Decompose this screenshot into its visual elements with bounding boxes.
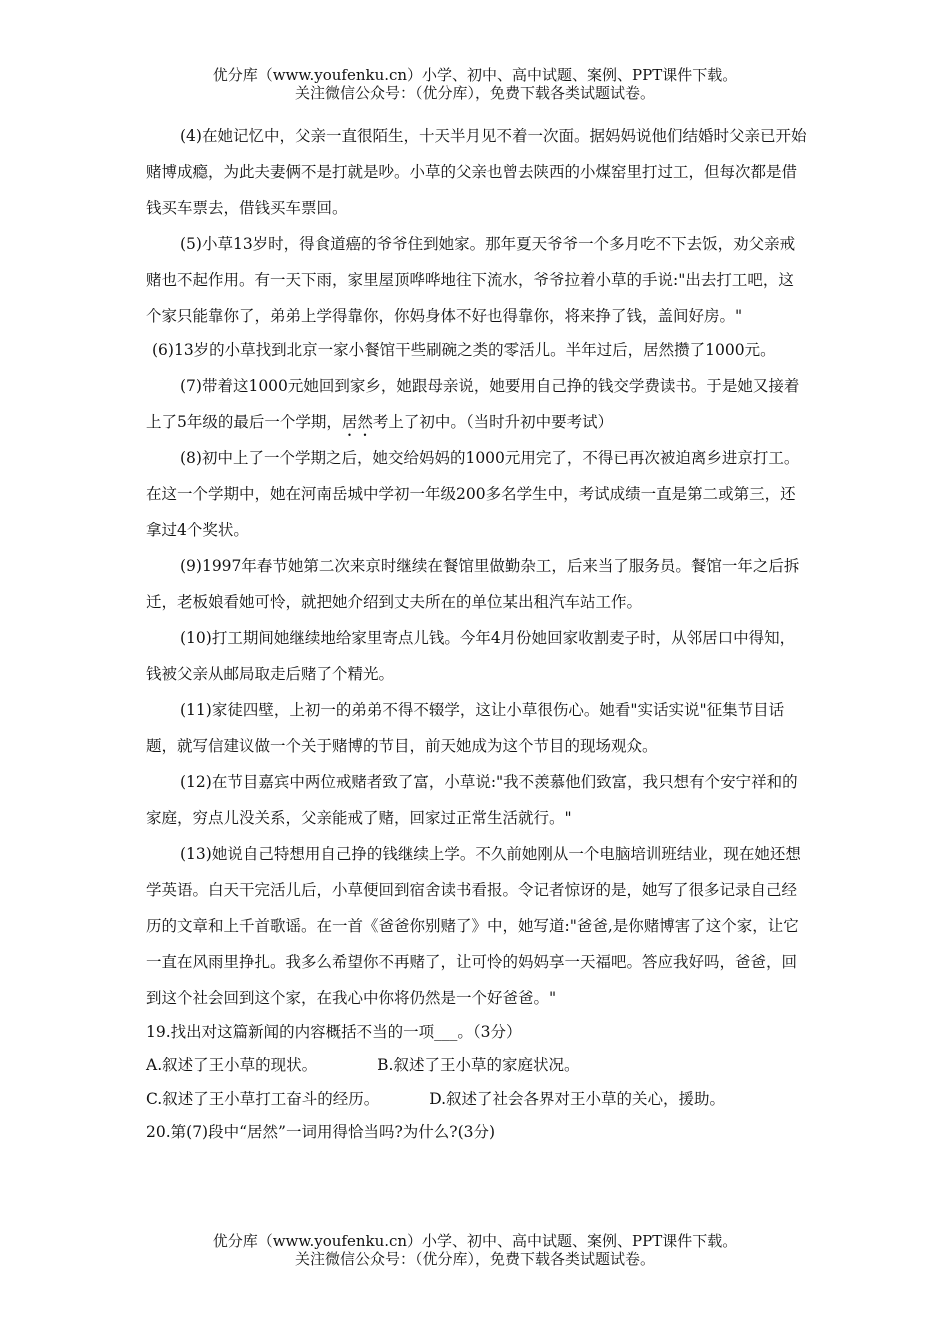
footer-line-2: 关注微信公众号：（优分库），免费下载各类试题试卷。	[294, 1250, 655, 1268]
paragraph-4: (4)在她记忆中，父亲一直很陌生，十天半月见不着一次面。据妈妈说他们结婚时父亲已开始赌博成瘾，为此夫妻俩不是打就是吵。小草的父亲也曾去陕西的小煤窑里打过工，但每次都是借钱买车票去，借钱买车票回。	[146, 127, 807, 217]
emphasized-word: 居然	[341, 413, 373, 431]
paragraph-5: (5)小草13岁时，得食道癌的爷爷住到她家。那年夏天爷爷一个多月吃不下去饭，劝父亲戒赌也不起作用。有一天下雨，家里屋顶哗哗地往下流水，爷爷拉着小草的手说:"出去打工吧，这个家只能靠你了，弟弟上学得靠你，你妈身体不好也得靠你，将来挣了钱，盖间好房。"	[146, 235, 796, 325]
paragraph-11: (11)家徒四壁，上初一的弟弟不得不辍学，这让小草很伤心。她看"实话实说"征集节目话题，就写信建议做一个关于赌博的节目，前天她成为这个节目的现场观众。	[146, 701, 785, 755]
question-19: 19.找出对这篇新闻的内容概括不当的一项___。（3分）	[146, 1023, 522, 1041]
question-19-options-row-1	[146, 1048, 808, 1082]
paragraph-7	[146, 368, 808, 440]
paragraph-10: (10)打工期间她继续地给家里寄点儿钱。今年4月份她回家收割麦子时，从邻居口中得知，钱被父亲从邮局取走后赌了个精光。	[146, 629, 796, 683]
paragraph-9: (9)1997年春节她第二次来京时继续在餐馆里做勤杂工，后来当了服务员。餐馆一年之后拆迁，老板娘看她可怜，就把她介绍到丈夫所在的单位某出租汽车站工作。	[146, 557, 800, 611]
paragraph-7-part-2: 考上了初中。（当时升初中要考试）	[372, 413, 614, 431]
question-20: 20.第(7)段中“居然”一词用得恰当吗?为什么?(3分)	[146, 1123, 496, 1141]
header-line-1: 优分库（www.youfenku.cn）小学、初中、高中试题、案例、PPT课件下载。	[212, 66, 738, 84]
page-header	[0, 66, 950, 102]
option-d: D.叙述了社会各界对王小草的关心，援助。	[429, 1090, 726, 1108]
option-a: A.叙述了王小草的现状。	[146, 1056, 318, 1074]
paragraph-13: (13)她说自己特想用自己挣的钱继续上学。不久前她刚从一个电脑培训班结业，现在她还想学英语。白天干完活儿后，小草便回到宿舍读书看报。令记者惊讶的是，她写了很多记录自己经历的文章和上千首歌谣。在一首《爸爸你别赌了》中，她写道:"爸爸,是你赌博害了这个家，让它一直在风雨里挣扎。我多么希望你不再赌了，让可怜的妈妈享一天福吧。答应我好吗，爸爸，回到这个社会回到这个家，在我心中你将仍然是一个好爸爸。"	[146, 845, 801, 1007]
option-b: B.叙述了王小草的家庭状况。	[377, 1056, 580, 1074]
header-line-2: 关注微信公众号：（优分库），免费下载各类试题试卷。	[294, 84, 655, 102]
paragraph-8: (8)初中上了一个学期之后，她交给妈妈的1000元用完了，不得已再次被迫离乡进京打工。在这一个学期中，她在河南岳城中学初一年级200多名学生中，考试成绩一直是第二或第三，还拿过4个奖状。	[146, 449, 800, 539]
option-c: C.叙述了王小草打工奋斗的经历。	[146, 1090, 380, 1108]
paragraph-7-part-1: (7)带着这1000元她回到家乡，她跟母亲说，她要用自己挣的钱交学费读书。于是她又接着上了5年级的最后一个学期，	[146, 377, 800, 431]
page-footer	[0, 1232, 950, 1268]
paragraph-6: (6)13岁的小草找到北京一家小餐馆干些刷碗之类的零活儿。半年过后，居然攒了1000元。	[152, 341, 776, 359]
footer-line-1: 优分库（www.youfenku.cn）小学、初中、高中试题、案例、PPT课件下载。	[212, 1232, 738, 1250]
question-19-options-row-2	[146, 1082, 808, 1116]
article-body	[146, 118, 808, 1148]
paragraph-12: (12)在节目嘉宾中两位戒赌者致了富，小草说:"我不羡慕他们致富，我只想有个安宁祥和的家庭，穷点儿没关系，父亲能戒了赌，回家过正常生活就行。"	[146, 773, 798, 827]
